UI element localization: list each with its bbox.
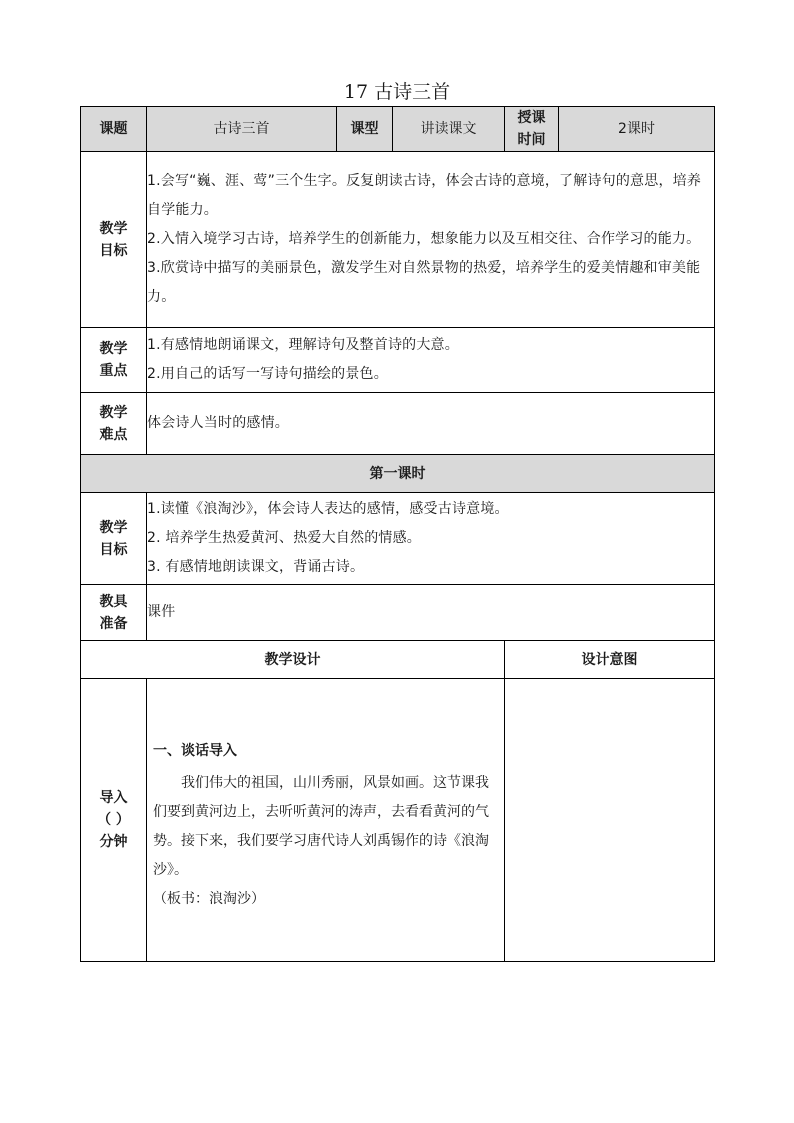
lesson-objectives-label-line2: 目标 (99, 541, 128, 558)
lesson-objective-item: 3. 有感情地朗读课文，背诵古诗。 (147, 559, 365, 575)
teaching-time-label (505, 107, 559, 152)
intro-label-line1: 导入 (99, 790, 128, 806)
materials-label-line1: 教具 (99, 593, 128, 610)
teaching-time-value: 2课时 (559, 107, 715, 152)
teaching-time-label-line2: 时间 (517, 132, 546, 148)
design-header-row (81, 641, 715, 679)
lesson-objectives-row (81, 493, 715, 585)
key-points-content (147, 328, 715, 393)
objectives-label-line1: 教学 (99, 220, 128, 237)
intro-board-note: （板书：浪淘沙） (153, 891, 265, 907)
materials-row (81, 585, 715, 641)
lesson-plan-table (80, 106, 715, 962)
intro-label (81, 679, 147, 962)
intro-row (81, 679, 715, 962)
objective-item: 1.会写“巍、涯、莺”三个生字。反复朗读古诗，体会古诗的意境，了解诗句的意思，培养自学能力。 (147, 173, 702, 218)
intro-label-line2: （ ） (97, 812, 130, 828)
document-title: 17 古诗三首 (343, 81, 451, 103)
difficulties-label (81, 393, 147, 455)
key-points-row (81, 328, 715, 393)
lesson-type-label: 课型 (337, 107, 393, 152)
objectives-row (81, 152, 715, 328)
key-points-label-line2: 重点 (99, 363, 128, 379)
key-points-label-line1: 教学 (99, 341, 128, 357)
lesson-header-row (81, 455, 715, 493)
topic-value: 古诗三首 (147, 107, 337, 152)
difficulties-label-line1: 教学 (99, 404, 128, 421)
design-header: 教学设计 (81, 641, 505, 679)
header-row (81, 107, 715, 152)
materials-label-line2: 准备 (99, 615, 128, 632)
lesson-objectives-label (81, 493, 147, 585)
objective-item: 2.入情入境学习古诗，培养学生的创新能力，想象能力以及互相交往、合作学习的能力。 (147, 231, 701, 247)
intro-design-content (147, 679, 505, 962)
objectives-label-line2: 目标 (99, 242, 128, 259)
lesson-objective-item: 1.读懂《浪淘沙》，体会诗人表达的感情，感受古诗意境。 (147, 501, 509, 517)
key-point-item: 1.有感情地朗诵课文，理解诗句及整首诗的大意。 (147, 337, 459, 353)
difficulties-text: 体会诗人当时的感情。 (147, 415, 289, 431)
intro-heading: 一、谈话导入 (153, 743, 237, 759)
difficulties-content (147, 393, 715, 455)
lesson-objectives-content (147, 493, 715, 585)
objectives-content (147, 152, 715, 328)
lesson-objective-item: 2. 培养学生热爱黄河、热爱大自然的情感。 (147, 530, 422, 546)
materials-label (81, 585, 147, 641)
lesson-header: 第一课时 (81, 455, 715, 493)
intro-intent-content (505, 679, 715, 962)
materials-content (147, 585, 715, 641)
teaching-time-label-line1: 授课 (517, 110, 546, 126)
intro-paragraph: 我们伟大的祖国，山川秀丽，风景如画。这节课我们要到黄河边上，去听听黄河的涛声，去看看黄河的气势。接下来，我们要学习唐代诗人刘禹锡作的诗《浪淘沙》。 (153, 775, 489, 878)
topic-label: 课题 (81, 107, 147, 152)
lesson-type-value: 讲读课文 (393, 107, 505, 152)
difficulties-label-line2: 难点 (99, 426, 128, 443)
key-points-label (81, 328, 147, 393)
lesson-objectives-label-line1: 教学 (99, 519, 128, 536)
objective-item: 3.欣赏诗中描写的美丽景色，激发学生对自然景物的热爱，培养学生的爱美情趣和审美能力。 (147, 260, 701, 305)
materials-text: 课件 (147, 604, 176, 620)
difficulties-row (81, 393, 715, 455)
intro-label-line3: 分钟 (99, 834, 128, 850)
key-point-item: 2.用自己的话写一写诗句描绘的景色。 (147, 366, 388, 382)
objectives-label (81, 152, 147, 328)
intent-header: 设计意图 (505, 641, 715, 679)
